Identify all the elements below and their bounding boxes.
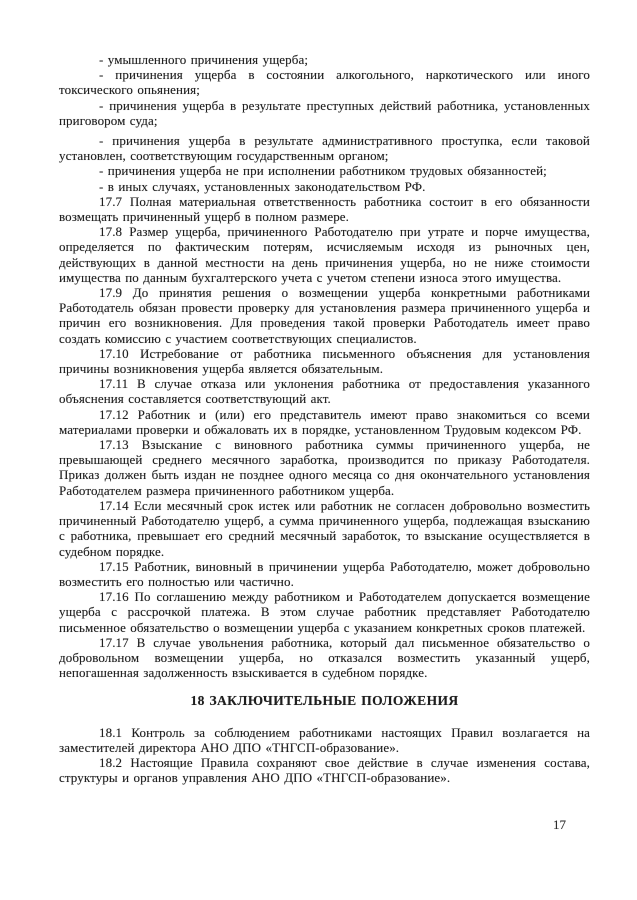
clause-17-15: 17.15 Работник, виновный в причинении ущерба Работодателю, может добровольно возместить его полностью или частично.: [59, 558, 590, 589]
bullet-item: - причинения ущерба не при исполнении работником трудовых обязанностей;: [99, 163, 547, 179]
clause-17-8: 17.8 Размер ущерба, причиненного Работодателю при утрате и порче имущества, определяется по фактическим потерям, исчисляемым исходя из рыночных цен, действующих в данной местности на день причинения ущерба, но не ниже стоимости имущества по данным бухгалтерского учета с учетом степени износа этого имущества.: [59, 224, 590, 285]
clause-17-14: 17.14 Если месячный срок истек или работник не согласен добровольно возместить причиненный Работодателю ущерб, а сумма причиненного ущерба, подлежащая взысканию с работника, превышает его средний месячный заработок, то взыскание осуществляется в судебном порядке.: [59, 497, 590, 559]
clause-17-7: 17.7 Полная материальная ответственность работника состоит в его обязанности возмещать причиненный ущерб в полном размере.: [59, 193, 590, 225]
bullet-item: - в иных случаях, установленных законодательством РФ.: [99, 178, 426, 194]
clause-18-1: 18.1 Контроль за соблюдением работниками настоящих Правил возлагается на заместителей директора АНО ДПО «ТНГСП-образование».: [59, 724, 590, 755]
clause-18-2: 18.2 Настоящие Правила сохраняют свое действие в случае изменения состава, структуры и органов управления АНО ДПО «ТНГСП-образование».: [59, 754, 590, 786]
bullet-item: - умышленного причинения ущерба;: [99, 52, 309, 67]
clause-17-16: 17.16 По соглашению между работником и Работодателем допускается возмещение ущерба с рассрочкой платежа. В этом случае работник представляет Работодателю письменное обязательство о возмещении ущерба с указанием конкретных сроков платежей.: [59, 589, 590, 635]
section-18-heading: 18 ЗАКЛЮЧИТЕЛЬНЫЕ ПОЛОЖЕНИЯ: [190, 693, 459, 709]
clause-17-17: 17.17 В случае увольнения работника, который дал письменное обязательство о добровольном возмещении ущерба, но отказался возместить указанный ущерб, непогашенная задолженность взыскивается в судебном порядке.: [59, 634, 590, 681]
bullet-item: - причинения ущерба в результате преступных действий работника, установленных приговором суда;: [59, 97, 590, 128]
clause-17-13: 17.13 Взыскание с виновного работника суммы причиненного ущерба, не превышающей среднего месячного заработка, производится по приказу Работодателя. Приказ должен быть издан не позднее одного месяца со дня окончательного установления Работодателем размера причиненного работником ущерба.: [59, 437, 590, 498]
page-number: 17: [553, 817, 566, 832]
document-body: [59, 52, 590, 785]
bullet-item: - причинения ущерба в результате административного проступка, если таковой установлен, соответствующим государственным органом;: [59, 133, 590, 164]
clause-17-12: 17.12 Работник и (или) его представитель имеют право знакомиться со всеми материалами проверки и обжаловать их в порядке, установленном Трудовым кодексом РФ.: [59, 406, 590, 437]
clause-17-9: 17.9 До принятия решения о возмещении ущерба конкретными работниками Работодатель обязан провести проверку для установления размера причиненного ущерба и причин его возникновения. Для проведения такой проверки Работодатель имеет право создать комиссию с участием соответствующих специалистов.: [59, 285, 590, 346]
clause-17-11: 17.11 В случае отказа или уклонения работника от предоставления указанного объяснения составляется соответствующий акт.: [59, 376, 590, 407]
clause-17-10: 17.10 Истребование от работника письменного объяснения для установления причины возникновения ущерба является обязательным.: [59, 345, 590, 377]
bullet-item: - причинения ущерба в состоянии алкогольного, наркотического или иного токсического опьянения;: [59, 67, 590, 98]
